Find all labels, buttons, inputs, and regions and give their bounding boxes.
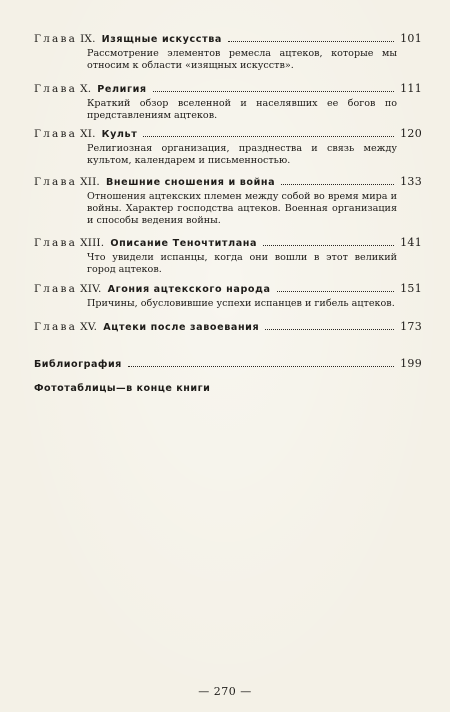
chapter-title: Внешние сношения и война	[105, 177, 276, 188]
photo-tables-title: Фототаблицы—в конце книги	[34, 383, 211, 394]
toc-entry-chapter-12	[34, 175, 422, 227]
chapter-word: Глава	[34, 321, 78, 333]
chapter-description: Религиозная организация, празднества и связь между культом, календарем и письменностью.	[87, 143, 397, 166]
toc-heading-line	[34, 82, 422, 96]
chapter-word: Глава	[34, 128, 78, 140]
chapter-number: XIV.	[80, 283, 102, 295]
chapter-description: Что увидели испанцы, когда они вошли в этот великий город ацтеков.	[87, 252, 397, 275]
chapter-title: Культ	[101, 129, 138, 140]
page-number: 199	[400, 357, 422, 370]
chapter-word: Глава	[34, 283, 78, 295]
chapter-word: Глава	[34, 33, 78, 45]
chapter-number: IX.	[80, 33, 96, 45]
page-number: 101	[400, 32, 422, 45]
bibliography-title: Библиография	[34, 359, 122, 370]
dot-leader	[143, 136, 394, 137]
toc-entry-chapter-15	[34, 320, 422, 334]
toc-heading-line	[34, 282, 422, 296]
toc-heading-line	[34, 32, 422, 46]
page-number: 173	[400, 320, 422, 333]
chapter-number: XV.	[80, 321, 98, 333]
chapter-title: Ацтеки после завоевания	[103, 322, 260, 333]
page-number: 141	[400, 236, 422, 249]
chapter-title: Агония ацтекского народа	[107, 284, 271, 295]
toc-entry-chapter-10	[34, 82, 422, 122]
chapter-title: Описание Теночтитлана	[110, 238, 258, 249]
toc-heading-line	[34, 320, 422, 334]
toc-entry-chapter-11	[34, 127, 422, 167]
chapter-number: XI.	[80, 128, 96, 140]
toc-entry-bibliography	[34, 357, 422, 371]
dot-leader	[265, 329, 394, 330]
toc-heading-line	[34, 127, 422, 141]
toc-heading-line	[34, 382, 422, 395]
dot-leader	[277, 291, 395, 292]
toc-entry-photo-tables	[34, 382, 422, 395]
toc-heading-line	[34, 357, 422, 371]
page-number: 120	[400, 127, 422, 140]
chapter-number: XII.	[80, 176, 100, 188]
dot-leader	[228, 41, 394, 42]
chapter-description: Краткий обзор вселенной и населявших ее богов по представлениям ацтеков.	[87, 98, 397, 121]
chapter-word: Глава	[34, 237, 78, 249]
page-number: 111	[400, 82, 422, 95]
toc-entry-chapter-13	[34, 236, 422, 276]
dot-leader	[128, 366, 394, 367]
chapter-number: XIII.	[80, 237, 105, 249]
chapter-word: Глава	[34, 83, 78, 95]
page-number: 133	[400, 175, 422, 188]
toc-entry-chapter-9	[34, 32, 422, 72]
dot-leader	[281, 184, 394, 185]
dot-leader	[263, 245, 394, 246]
chapter-description: Причины, обусловившие успехи испанцев и гибель ацтеков.	[87, 298, 395, 309]
toc-heading-line	[34, 175, 422, 189]
dot-leader	[153, 91, 394, 92]
chapter-description: Рассмотрение элементов ремесла ацтеков, которые мы относим к области «изящных искусств».	[87, 48, 397, 71]
page-folio: — 270 —	[198, 685, 252, 698]
chapter-title: Изящные искусства	[101, 34, 222, 45]
chapter-number: X.	[80, 83, 92, 95]
chapter-title: Религия	[97, 84, 147, 95]
toc-heading-line	[34, 236, 422, 250]
page-number: 151	[400, 282, 422, 295]
chapter-word: Глава	[34, 176, 78, 188]
toc-entry-chapter-14	[34, 282, 422, 310]
chapter-description: Отношения ацтекских племен между собой во время мира и войны. Характер господства ацтеков. Военная организация и способы ведения войны.	[87, 191, 397, 226]
